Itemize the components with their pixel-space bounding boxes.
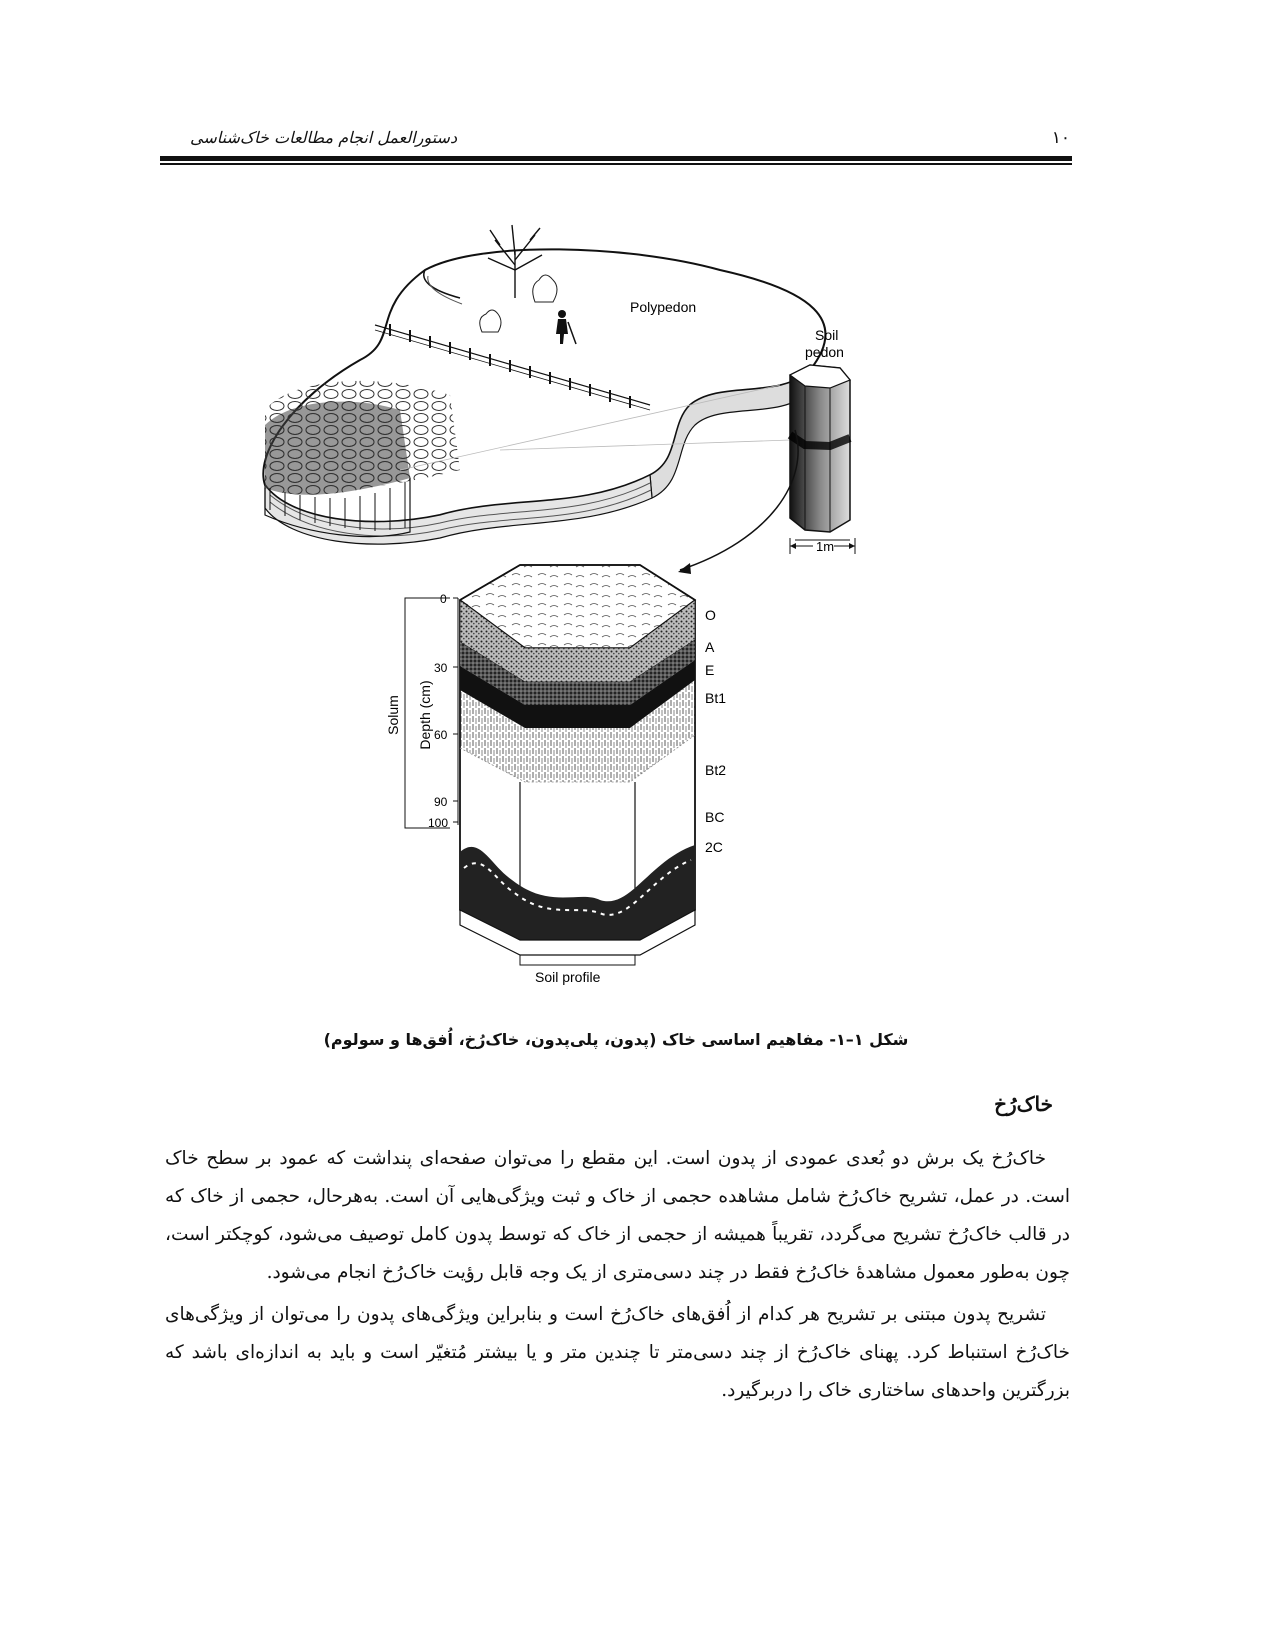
header-rule-thick bbox=[160, 156, 1072, 161]
horizon-label-a: A bbox=[705, 639, 715, 655]
paragraph-2: تشریح پدون مبتنی بر تشریح هر کدام از اُفق‌های خاک‌رُخ است و بنابراین ویژگی‌های پدون را می‌توان از ویژگی‌های خاک‌رُخ استنباط کرد. پهنای خاک‌رُخ از چند دسی‌متر تا چندین متر و یا بیشتر مُتغیّر است و باید به اندازه‌ای باشد که بزرگترین واحدهای ساختاری خاک را دربرگیرد. bbox=[165, 1304, 1070, 1401]
horizon-label-bt2: Bt2 bbox=[705, 762, 727, 778]
section-title: خاک‌رُخ bbox=[994, 1092, 1053, 1116]
depth-tick-100: 100 bbox=[428, 816, 449, 830]
polypedon-label: Polypedon bbox=[630, 299, 697, 315]
depth-tick-0: 0 bbox=[440, 592, 447, 606]
page-number: ۱۰ bbox=[1051, 128, 1070, 148]
figure-drawing bbox=[250, 220, 920, 1010]
soil-concepts-figure bbox=[250, 220, 920, 1010]
horizon-label-bc: BC bbox=[705, 809, 725, 825]
soil-pedon-label-1: Soil bbox=[815, 327, 839, 343]
horizon-label-2c: 2C bbox=[705, 839, 723, 855]
arrow-line bbox=[680, 430, 798, 570]
body-text bbox=[165, 1140, 1070, 1414]
depth-tick-30: 30 bbox=[434, 661, 448, 675]
scale-label: 1m bbox=[816, 539, 835, 554]
solum-label: Solum bbox=[385, 695, 401, 735]
horizon-label-e: E bbox=[705, 662, 715, 678]
paragraph-1: خاک‌رُخ یک برش دو بُعدی عمودی از پدون است. این مقطع را می‌توان صفحه‌ای پنداشت که عمود بر سطح خاک است. در عمل، تشریح خاک‌رُخ شامل مشاهده حجمی از خاک و ثبت ویژگی‌هایی آن است. به‌هرحال، حجمی از خاک که در قالب خاک‌رُخ تشریح می‌گردد، تقریباً همیشه از حجمی از خاک که توسط پدون کامل توصیف می‌شود، کوچکتر است، چون به‌طور معمول مشاهدهٔ خاک‌رُخ فقط در چند دسی‌متری از یک وجه قابل رؤیت خاک‌رُخ انجام می‌شود. bbox=[165, 1148, 1070, 1283]
polypedon-landscape bbox=[263, 225, 825, 544]
soil-pedon-label-2: pedon bbox=[805, 344, 844, 360]
running-title: دستورالعمل انجام مطالعات خاک‌شناسی bbox=[190, 128, 458, 147]
header-rule-thin bbox=[160, 163, 1072, 165]
depth-tick-60: 60 bbox=[434, 728, 448, 742]
soil-profile-block bbox=[385, 565, 726, 985]
depth-axis-label: Depth (cm) bbox=[417, 680, 433, 750]
horizon-label-o: O bbox=[705, 607, 716, 623]
figure-caption: شکل ۱–۱- مفاهیم اساسی خاک (پدون، پلی‌پدون، خاک‌رُخ، اُفق‌ها و سولوم) bbox=[323, 1030, 909, 1049]
horizon-label-bt1: Bt1 bbox=[705, 690, 727, 706]
soil-profile-label: Soil profile bbox=[535, 969, 601, 985]
depth-tick-90: 90 bbox=[434, 795, 448, 809]
arrow-head-icon bbox=[678, 563, 691, 574]
